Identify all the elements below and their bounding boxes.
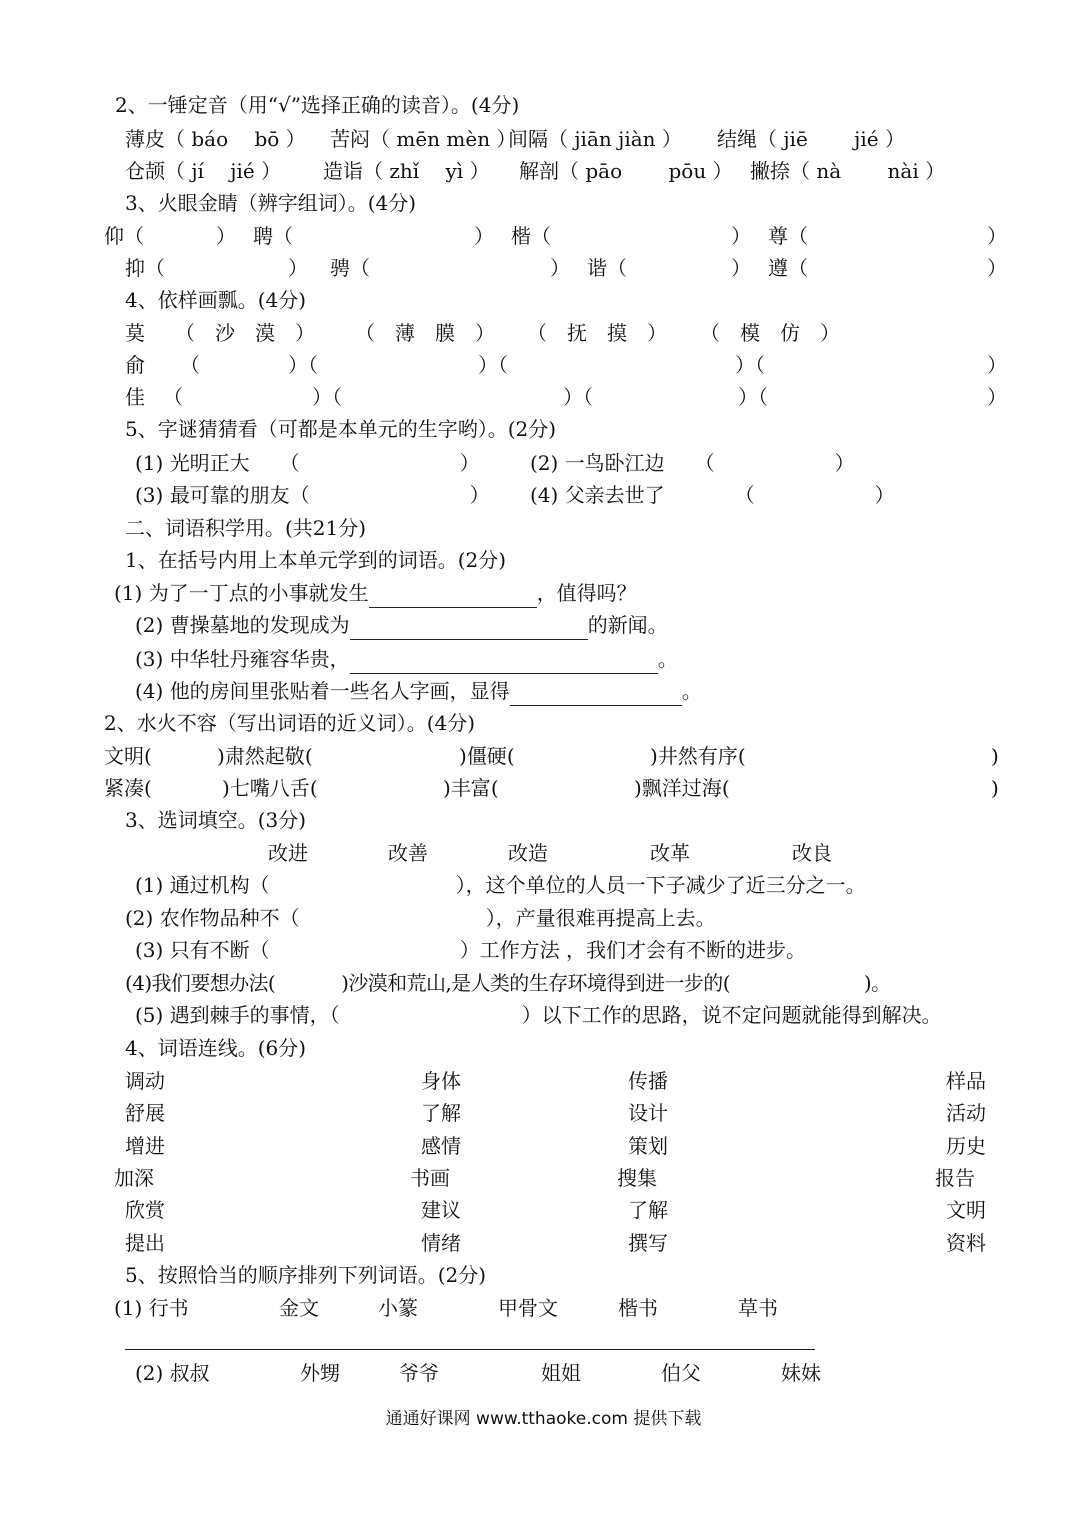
q2-r1-3: 间隔（ jiān jiàn ） (508, 127, 682, 151)
q2-r2-4: 撇捺（ nà nài ） (750, 159, 946, 183)
col3-item[interactable]: 设计 (628, 1101, 668, 1125)
col1-item[interactable]: 调动 (125, 1069, 165, 1093)
col4-item[interactable]: 报告 (935, 1166, 975, 1190)
order-word: 楷书 (618, 1296, 658, 1320)
sec2-q4-title: 4、词语连线。(6分) (125, 1036, 307, 1060)
q4-row2-char: 俞 (125, 353, 145, 377)
sec2-q1-s4: (4) 他的房间里张贴着一些名人字画，显得 。 (135, 676, 702, 706)
blank[interactable] (369, 585, 537, 608)
col1-item[interactable]: 欣赏 (125, 1198, 165, 1222)
sec2-q3-title: 3、选词填空。(3分) (125, 808, 307, 832)
col1-item[interactable]: 提出 (125, 1231, 165, 1255)
answer-line[interactable] (125, 1349, 815, 1350)
q2-r1-2: 苦闷（ mēn mèn ） (330, 127, 517, 151)
q2-r2-1: 仓颉（ jí jié ） (125, 159, 282, 183)
q5-row2-label: (2) 叔叔 (135, 1361, 210, 1385)
q4-r3-p1: （ (163, 385, 183, 409)
col4-item[interactable]: 文明 (946, 1198, 986, 1222)
q5-item1: (1) 光明正大 （ ） (135, 451, 480, 475)
sec2-q1-s1: (1) 为了一丁点的小事就发生 ，值得吗？ (114, 578, 637, 608)
order-word: 爷爷 (399, 1361, 439, 1385)
sec2-q3-s1: (1) 通过机构（ ），这个单位的人员一下子减少了近三分之一。 (135, 873, 866, 897)
blank[interactable] (350, 617, 588, 640)
order-word: 姐姐 (541, 1361, 581, 1385)
q3-r1-c1: 仰（ (104, 224, 144, 248)
q3-r1-close1: ） (216, 224, 236, 248)
q3-r1-c3: 楷（ (511, 224, 551, 248)
col4-item[interactable]: 活动 (946, 1101, 986, 1125)
order-word: 小篆 (378, 1296, 418, 1320)
col2-item[interactable]: 了解 (421, 1101, 461, 1125)
q3-r2-close3: ） (731, 256, 751, 280)
choice-1: 改进 (268, 841, 308, 865)
col4-item[interactable]: 历史 (946, 1134, 986, 1158)
q4-ex-2: （ 薄 膜 ） (355, 321, 495, 345)
order-word: 伯父 (661, 1361, 701, 1385)
q2-r1-1: 薄皮（ báo bō ） (125, 127, 306, 151)
sec2-q2-r1-end: ) (991, 744, 999, 768)
q3-r1-c4: 尊（ (768, 224, 808, 248)
choice-4: 改革 (650, 841, 690, 865)
q2-r2-2: 造诣（ zhǐ yì ） (323, 159, 490, 183)
sec2-q2-r2-3: )丰富( (443, 776, 499, 800)
q2-r2-3: 解剖（ pāo pōu ） (519, 159, 733, 183)
q3-r1-c2: 聘（ (253, 224, 293, 248)
q4-r3-p4: ）（ (738, 385, 768, 409)
order-word: 外甥 (300, 1361, 340, 1385)
col1-item[interactable]: 舒展 (125, 1101, 165, 1125)
sec2-q3-s4: (4)我们要想办法( )沙漠和荒山,是人类的生存环境得到进一步的( )。 (125, 971, 891, 995)
q3-r2-c3: 谐（ (587, 256, 627, 280)
sec2-q2-r2-2: )七嘴八舌( (222, 776, 318, 800)
q3-title: 3、火眼金睛（辨字组词）。(4分) (125, 191, 417, 215)
q3-r2-c1: 抑（ (125, 256, 165, 280)
q4-title: 4、依样画瓢。(4分) (125, 288, 307, 312)
q4-row3-char: 佳 (125, 385, 145, 409)
q4-ex-1: （ 沙 漠 ） (175, 321, 315, 345)
q4-r2-p2: ）（ (288, 353, 318, 377)
q3-r2-close2: ） (550, 256, 570, 280)
sec2-q1-s2: (2) 曹操墓地的发现成为 的新闻。 (135, 610, 668, 640)
sec2-q5-title: 5、按照恰当的顺序排列下列词语。(2分) (125, 1263, 487, 1287)
q3-r2-close1: ） (288, 256, 308, 280)
sec2-q2-r1-2: )肃然起敬( (217, 744, 313, 768)
col2-item[interactable]: 身体 (421, 1069, 461, 1093)
q3-r2-c2: 骋（ (330, 256, 370, 280)
order-word: 妹妹 (781, 1361, 821, 1385)
sec2-q1-title: 1、在括号内用上本单元学到的词语。(2分) (125, 548, 507, 572)
choice-2: 改善 (388, 841, 428, 865)
sec2-q2-r2-1: 紧凑( (104, 776, 152, 800)
col4-item[interactable]: 样品 (946, 1069, 986, 1093)
q4-ex-4: （ 模 仿 ） (700, 321, 840, 345)
q4-r3-p3: ）（ (563, 385, 593, 409)
q5-item4: (4) 父亲去世了 （ ） (530, 483, 895, 507)
col3-item[interactable]: 传播 (628, 1069, 668, 1093)
col2-item[interactable]: 感情 (421, 1134, 461, 1158)
col3-item[interactable]: 策划 (628, 1134, 668, 1158)
sec2-q2-r1-1: 文明( (104, 744, 152, 768)
sec2-q3-s5: (5) 遇到棘手的事情，（ ）以下工作的思路，说不定问题就能得到解决。 (135, 1003, 942, 1027)
q4-r2-p1: （ (180, 353, 200, 377)
sec2-title: 二、词语积学用。(共21分) (125, 516, 367, 540)
sec2-q3-s2: (2) 农作物品种不（ ），产量很难再提高上去。 (125, 906, 716, 930)
q4-example-char: 莫 (125, 321, 145, 345)
sec2-q1-s3: (3) 中华牡丹雍容华贵， 。 (135, 644, 678, 674)
blank[interactable] (510, 683, 682, 706)
q4-r2-p5: ） (987, 353, 1007, 377)
q3-r2-close4: ） (987, 256, 1007, 280)
q3-r1-close2: ） (474, 224, 494, 248)
q4-ex-3: （ 抚 摸 ） (527, 321, 667, 345)
q5-row1-label: (1) 行书 (114, 1296, 189, 1320)
order-word: 金文 (279, 1296, 319, 1320)
footer-credit: 通通好课网 www.tthaoke.com 提供下载 (385, 1409, 702, 1429)
q5-title: 5、字谜猜猜看（可都是本单元的生字哟）。(2分) (125, 417, 557, 441)
choice-3: 改造 (508, 841, 548, 865)
col4-item[interactable]: 资料 (946, 1231, 986, 1255)
q3-r2-c4: 遵（ (768, 256, 808, 280)
sec2-q2-title: 2、水火不容（写出词语的近义词）。(4分) (104, 711, 476, 735)
col2-item[interactable]: 情绪 (421, 1231, 461, 1255)
sec2-q2-r2-4: )飘洋过海( (634, 776, 730, 800)
col1-item[interactable]: 增进 (125, 1134, 165, 1158)
col3-item[interactable]: 搜集 (617, 1166, 657, 1190)
q4-r2-p4: ）（ (735, 353, 765, 377)
col2-item[interactable]: 书画 (410, 1166, 450, 1190)
q2-title: 2、一锤定音（用“√”选择正确的读音）。(4分) (115, 93, 520, 117)
q4-r3-p2: ）（ (312, 385, 342, 409)
q3-r1-close3: ） (731, 224, 751, 248)
col1-item[interactable]: 加深 (114, 1166, 154, 1190)
choice-5: 改良 (792, 841, 832, 865)
blank[interactable] (350, 651, 658, 674)
q3-r1-close4: ） (987, 224, 1007, 248)
sec2-q2-r2-end: ) (991, 776, 999, 800)
q4-r2-p3: ）（ (478, 353, 508, 377)
q5-item2: (2) 一鸟卧江边 （ ） (530, 451, 855, 475)
order-word: 草书 (738, 1296, 778, 1320)
sec2-q3-s3: (3) 只有不断（ ）工作方法 ，我们才会有不断的进步。 (135, 938, 807, 962)
sec2-q2-r1-4: )井然有序( (650, 744, 746, 768)
sec2-q2-r1-3: )僵硬( (459, 744, 515, 768)
q5-item3: (3) 最可靠的朋友（ ） (135, 483, 490, 507)
q4-r3-p5: ） (987, 385, 1007, 409)
col3-item[interactable]: 了解 (628, 1198, 668, 1222)
order-word: 甲骨文 (498, 1296, 558, 1320)
q2-r1-4: 结绳（ jiē jié ） (717, 127, 905, 151)
col3-item[interactable]: 撰写 (628, 1231, 668, 1255)
col2-item[interactable]: 建议 (421, 1198, 461, 1222)
